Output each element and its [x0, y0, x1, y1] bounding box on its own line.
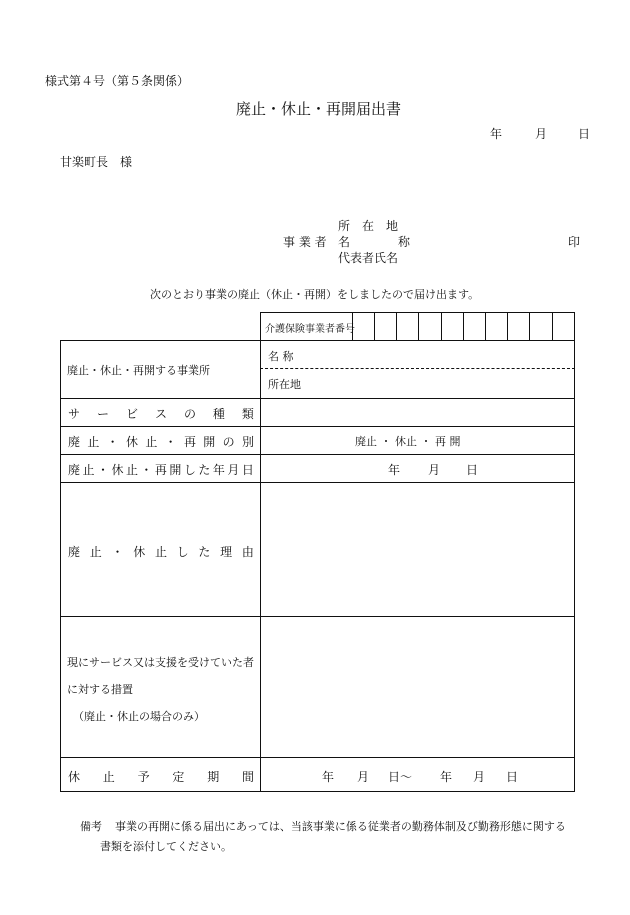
period-start-day: 日〜 [388, 770, 413, 784]
applicant-operator-label: 事 業 者 [283, 235, 327, 249]
note-label: 備考 [80, 820, 102, 833]
period-start-year: 年 [322, 770, 335, 784]
page-title: 廃止・休止・再開届出書 [236, 100, 402, 118]
category-options[interactable]: 廃止 ・ 休止 ・ 再 開 [355, 435, 461, 448]
reason-label: 廃 止 ・ 休 止 し た 理 由 [68, 545, 254, 559]
period-end-month: 月 [473, 770, 486, 784]
form-number: 様式第４号（第５条関係） [45, 74, 190, 88]
insurance-number-label: 介護保険事業者番号 [265, 324, 355, 335]
office-name-field[interactable] [310, 342, 572, 367]
applicant-name-label: 名 称 [338, 235, 411, 249]
office-address-field[interactable] [310, 370, 572, 396]
period-end-year: 年 [440, 770, 453, 784]
note-line2: 書類を添付してください。 [100, 840, 232, 853]
period-label: 休 止 予 定 期 間 [68, 770, 254, 784]
office-address-label: 所在地 [268, 378, 301, 391]
measures-field[interactable] [262, 618, 572, 756]
date-label: 廃 止 ・ 休 止 ・ 再 開 し た 年 月 日 [68, 463, 254, 477]
period-end-day: 日 [506, 770, 519, 784]
measures-label-line3: （廃止・休止の場合のみ） [73, 710, 205, 723]
seal-mark: 印 [568, 235, 581, 249]
note-line1: 事業の再開に係る届出にあっては、当該事業に係る従業者の勤務体制及び勤務形態に関する [115, 820, 566, 833]
service-type-field[interactable] [262, 400, 572, 425]
header-date-year: 年 [490, 127, 503, 141]
applicant-address-label: 所 在 地 [338, 219, 399, 233]
header-date-day: 日 [578, 127, 591, 141]
date-day: 日 [466, 463, 479, 477]
measures-label-line2: に対する措置 [67, 683, 133, 696]
measures-label-line1: 現にサービス又は支援を受けていた者 [67, 656, 254, 669]
service-type-label: サ ー ビ ス の 種 類 [68, 407, 254, 421]
insurance-number-input[interactable] [353, 313, 574, 340]
header-date-month: 月 [535, 127, 548, 141]
applicant-rep-label: 代表者氏名 [338, 251, 399, 265]
addressee: 甘楽町長 様 [60, 155, 133, 169]
date-month: 月 [428, 463, 441, 477]
office-label: 廃止・休止・再開する事業所 [67, 364, 210, 377]
reason-field[interactable] [262, 484, 572, 615]
intro-text: 次のとおり事業の廃止（休止・再開）をしましたので届け出ます。 [150, 288, 480, 301]
date-field[interactable] [262, 456, 572, 481]
date-year: 年 [388, 463, 401, 477]
period-field[interactable] [262, 759, 572, 790]
office-name-label: 名 称 [268, 350, 294, 363]
category-label: 廃 止 ・ 休 止 ・ 再 開 の 別 [68, 435, 254, 449]
period-start-month: 月 [357, 770, 370, 784]
